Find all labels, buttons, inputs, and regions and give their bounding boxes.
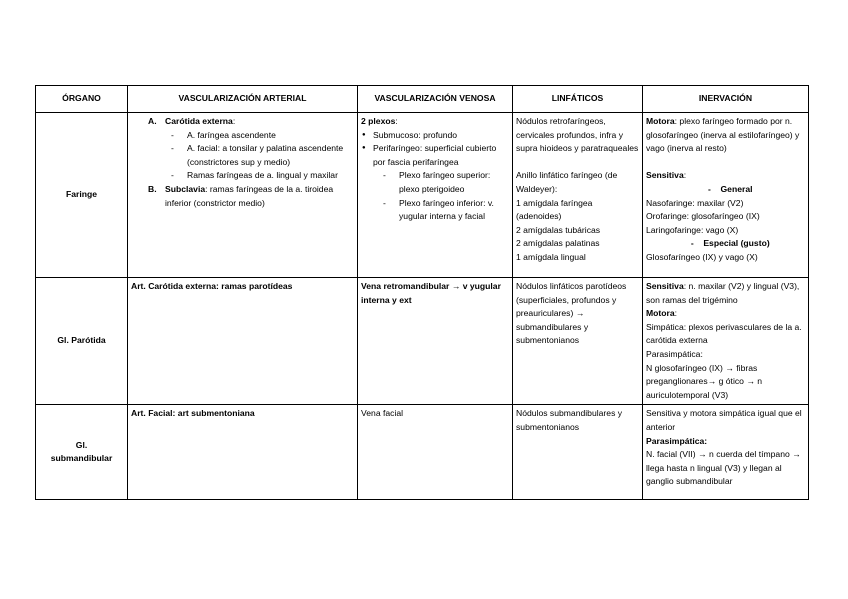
organ-parotida: Gl. Parótida	[36, 278, 128, 405]
parotida-venosa: Vena retromandibular → v yugular interna y ext	[358, 278, 513, 405]
faringe-inervacion: Motora: plexo faríngeo formado por n. glosofaríngeo (inerva al estilofaríngeo) y vago (inerva al resto) Sensitiva: - General Nasofaringe: maxilar (V2) Orofaringe: glosofaríngeo (IX) Laringofaringe: vago (X) - Especial (gusto) Glosofaríngeo (IX) y vago (X)	[643, 113, 809, 278]
row-faringe	[36, 113, 809, 278]
list-item: Nasofaringe: maxilar (V2)	[646, 197, 744, 208]
parotida-arterial: Art. Carótida externa: ramas parotídeas	[128, 278, 358, 405]
header-row	[36, 86, 809, 113]
header-organo: ÓRGANO	[36, 86, 128, 113]
parotida-linfaticos: Nódulos linfáticos parotídeos (superficiales, profundos y preauriculares) → submandibulares y submentonianos	[513, 278, 643, 405]
organ-faringe: Faringe	[36, 113, 128, 278]
row-submandibular	[36, 405, 809, 500]
list-item: - A. facial: a tonsilar y palatina ascendente (constrictores sup y medio)	[187, 142, 354, 169]
submandibular-inervacion: Sensitiva y motora simpática igual que el anterior Parasimpática: N. facial (VII) → n cuerda del tímpano → llega hasta n lingual (V3) y llegan al ganglio submandibular	[643, 405, 809, 500]
list-item: 2 amígdalas tubáricas	[516, 224, 601, 235]
list-item: A. Carótida externa: - A. faríngea ascendente - A. facial: a tonsilar y palatina ascendente (constrictores sup y medio) - Ramas faríngeas de a. lingual y maxilar	[165, 115, 354, 183]
submandibular-venosa: Vena facial	[358, 405, 513, 500]
list-item: B. Subclavia: ramas faríngeas de la a. tiroidea inferior (constrictor medio)	[148, 183, 334, 208]
submandibular-arterial: Art. Facial: art submentoniana	[128, 405, 358, 500]
header-linfaticos: LINFÁTICOS	[513, 86, 643, 113]
header-arterial: VASCULARIZACIÓN ARTERIAL	[128, 86, 358, 113]
list-item: - A. faríngea ascendente	[187, 129, 354, 143]
header-inervacion: INERVACIÓN	[643, 86, 809, 113]
row-parotida	[36, 278, 809, 405]
list-item: 1 amígdala lingual	[516, 251, 586, 262]
list-item: ● Perifaríngeo: superficial cubierto por fascia perifaríngea - Plexo faríngeo superior: plexo pterigoideo - Plexo faríngeo inferior: v. yugular interna y facial	[373, 142, 509, 224]
list-item: 2 amígdalas palatinas	[516, 238, 600, 249]
submandibular-linfaticos: Nódulos submandibulares y submentonianos	[513, 405, 643, 500]
anatomy-table	[35, 85, 809, 500]
organ-submandibular: Gl. submandibular	[36, 405, 128, 500]
list-item: - Plexo faríngeo superior: plexo pterigoideo	[399, 169, 509, 196]
list-item: - Ramas faríngeas de a. lingual y maxilar	[187, 169, 354, 183]
list-item: - Plexo faríngeo inferior: v. yugular interna y facial	[399, 197, 509, 224]
list-item: Laringofaringe: vago (X)	[646, 224, 739, 235]
parotida-inervacion: Sensitiva: n. maxilar (V2) y lingual (V3), son ramas del trigémino Motora: Simpática: plexos perivasculares de la a. carótida externa Parasimpática: N glosofaríngeo (IX) → fibras preganglionares→ g ótico → n auriculotemporal (V3)	[643, 278, 809, 405]
faringe-arterial	[128, 113, 358, 278]
faringe-linfaticos: Nódulos retrofaríngeos, cervicales profundos, infra y supra hioideos y paratraqueales Anillo linfático faríngeo (de Waldeyer): 1 amígdala faríngea (adenoides) 2 amígdalas tubáricas 2 amígdalas palatinas 1 amígdala lingual	[513, 113, 643, 278]
list-item: ● Submucoso: profundo	[373, 129, 509, 143]
header-venosa: VASCULARIZACIÓN VENOSA	[358, 86, 513, 113]
list-item: Orofaringe: glosofaríngeo (IX)	[646, 211, 760, 222]
faringe-venosa: 2 plexos: ● Submucoso: profundo ● Perifaríngeo: superficial cubierto por fascia perifaríngea - Plexo faríngeo superior: plexo pterigoideo - Plexo faríngeo inferior: v. yugular interna y facial	[358, 113, 513, 278]
list-item: 1 amígdala faríngea (adenoides)	[516, 197, 593, 222]
